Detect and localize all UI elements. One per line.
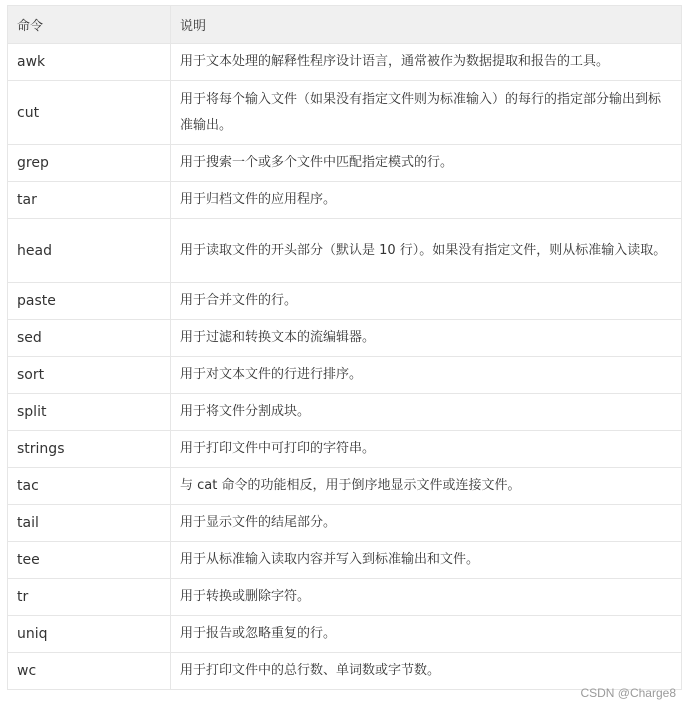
command-description: 用于将文件分割成块。 xyxy=(171,394,682,431)
table-row xyxy=(8,579,682,616)
command-name: wc xyxy=(8,653,171,690)
table-row xyxy=(8,182,682,219)
table-row xyxy=(8,505,682,542)
command-description: 用于过滤和转换文本的流编辑器。 xyxy=(171,320,682,357)
command-table xyxy=(7,5,682,690)
table-row xyxy=(8,283,682,320)
table-header-row xyxy=(8,6,682,44)
command-description: 用于文本处理的解释性程序设计语言，通常被作为数据提取和报告的工具。 xyxy=(171,44,682,81)
command-description: 用于合并文件的行。 xyxy=(171,283,682,320)
table-row xyxy=(8,431,682,468)
header-description: 说明 xyxy=(171,6,682,44)
command-name: tar xyxy=(8,182,171,219)
table-row xyxy=(8,653,682,690)
command-name: awk xyxy=(8,44,171,81)
command-name: tail xyxy=(8,505,171,542)
table-row xyxy=(8,219,682,283)
command-name: tee xyxy=(8,542,171,579)
command-description: 用于读取文件的开头部分（默认是 10 行）。如果没有指定文件，则从标准输入读取。 xyxy=(171,219,682,283)
header-command: 命令 xyxy=(8,6,171,44)
command-description: 与 cat 命令的功能相反，用于倒序地显示文件或连接文件。 xyxy=(171,468,682,505)
table-row xyxy=(8,81,682,145)
table-row xyxy=(8,320,682,357)
command-description: 用于转换或删除字符。 xyxy=(171,579,682,616)
table-row xyxy=(8,394,682,431)
command-name: grep xyxy=(8,145,171,182)
command-name: cut xyxy=(8,81,171,145)
command-description: 用于对文本文件的行进行排序。 xyxy=(171,357,682,394)
table-row xyxy=(8,357,682,394)
command-name: sort xyxy=(8,357,171,394)
table-row xyxy=(8,44,682,81)
command-name: uniq xyxy=(8,616,171,653)
command-description: 用于归档文件的应用程序。 xyxy=(171,182,682,219)
command-description: 用于将每个输入文件（如果没有指定文件则为标准输入）的每行的指定部分输出到标准输出。 xyxy=(171,81,682,145)
command-description: 用于搜索一个或多个文件中匹配指定模式的行。 xyxy=(171,145,682,182)
command-description: 用于从标准输入读取内容并写入到标准输出和文件。 xyxy=(171,542,682,579)
table-row xyxy=(8,542,682,579)
command-name: strings xyxy=(8,431,171,468)
command-name: tr xyxy=(8,579,171,616)
command-name: paste xyxy=(8,283,171,320)
command-description: 用于报告或忽略重复的行。 xyxy=(171,616,682,653)
command-name: tac xyxy=(8,468,171,505)
command-description: 用于显示文件的结尾部分。 xyxy=(171,505,682,542)
command-name: head xyxy=(8,219,171,283)
watermark: CSDN @Charge8 xyxy=(580,686,676,700)
table-row xyxy=(8,468,682,505)
table-row xyxy=(8,145,682,182)
command-name: sed xyxy=(8,320,171,357)
command-name: split xyxy=(8,394,171,431)
command-description: 用于打印文件中可打印的字符串。 xyxy=(171,431,682,468)
table-row xyxy=(8,616,682,653)
command-description: 用于打印文件中的总行数、单词数或字节数。 xyxy=(171,653,682,690)
